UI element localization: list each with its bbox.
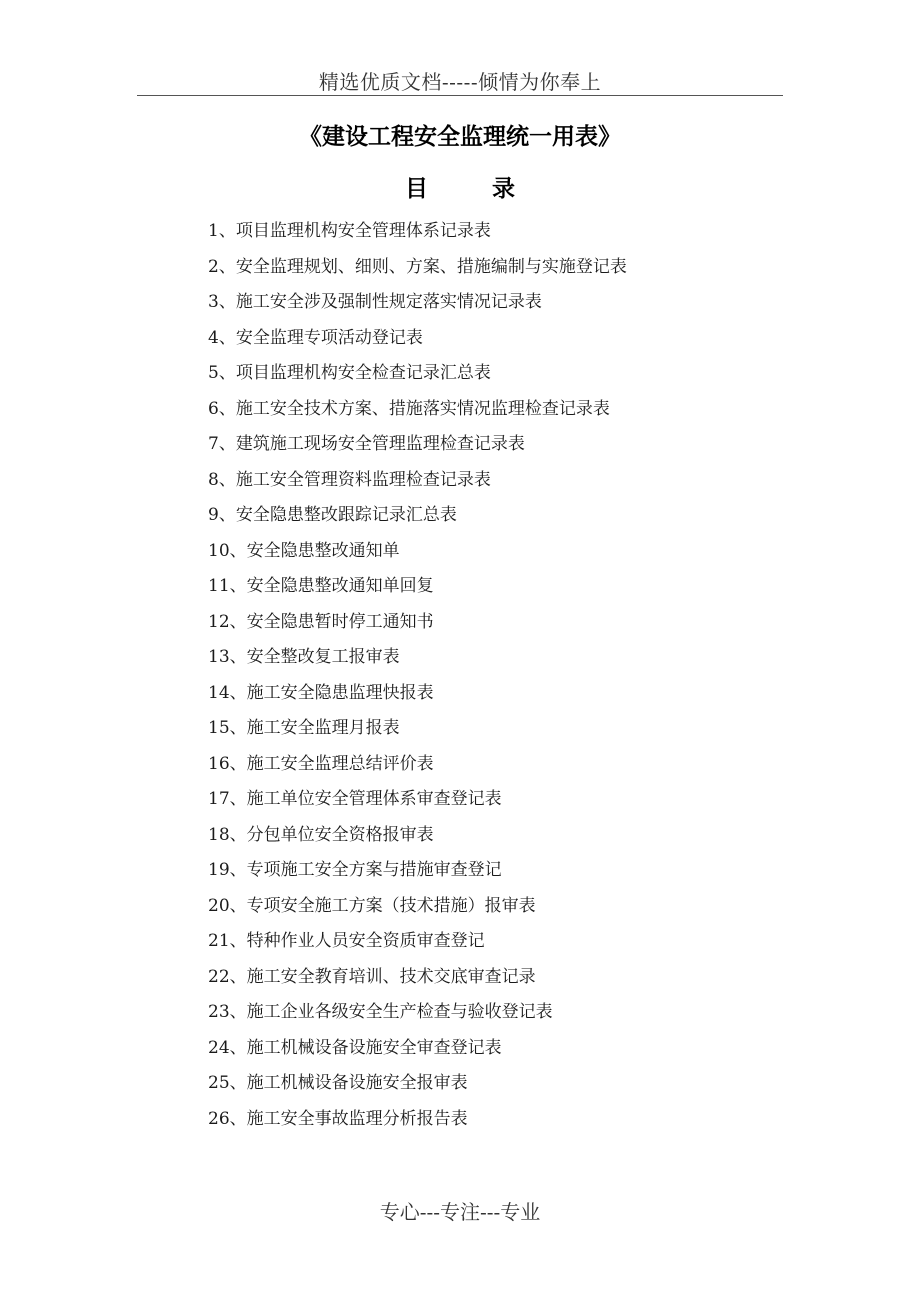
toc-item: 17、施工单位安全管理体系审查登记表 (208, 789, 502, 809)
toc-list (208, 214, 808, 1137)
toc-heading: 目录 (405, 176, 579, 202)
toc-item: 21、特种作业人员安全资质审查登记 (208, 931, 485, 951)
toc-item: 4、安全监理专项活动登记表 (208, 327, 423, 348)
header-divider (137, 95, 783, 96)
toc-item: 5、项目监理机构安全检查记录汇总表 (208, 363, 491, 383)
toc-item: 15、施工安全监理月报表 (208, 718, 400, 738)
toc-item: 6、施工安全技术方案、措施落实情况监理检查记录表 (208, 398, 610, 419)
toc-item: 16、施工安全监理总结评价表 (208, 753, 434, 774)
toc-item: 7、建筑施工现场安全管理监理检查记录表 (208, 434, 525, 454)
toc-item: 20、专项安全施工方案（技术措施）报审表 (208, 895, 536, 916)
toc-item: 13、安全整改复工报审表 (208, 647, 400, 667)
toc-item: 18、分包单位安全资格报审表 (208, 824, 434, 845)
toc-item: 25、施工机械设备设施安全报审表 (208, 1073, 468, 1093)
toc-item: 24、施工机械设备设施安全审查登记表 (208, 1037, 502, 1058)
page-footer: 专心---专注---专业 (379, 1200, 541, 1224)
toc-item: 19、专项施工安全方案与措施审查登记 (208, 860, 502, 880)
toc-item: 3、施工安全涉及强制性规定落实情况记录表 (208, 292, 542, 312)
toc-item: 1、项目监理机构安全管理体系记录表 (208, 221, 491, 241)
toc-item: 26、施工安全事故监理分析报告表 (208, 1108, 468, 1129)
document-title: 《建设工程安全监理统一用表》 (299, 124, 621, 150)
toc-item: 9、安全隐患整改跟踪记录汇总表 (208, 505, 457, 525)
toc-item: 14、施工安全隐患监理快报表 (208, 682, 434, 703)
toc-item: 12、安全隐患暂时停工通知书 (208, 611, 434, 632)
toc-item: 10、安全隐患整改通知单 (208, 540, 400, 561)
toc-item: 11、安全隐患整改通知单回复 (208, 576, 434, 596)
toc-item: 8、施工安全管理资料监理检查记录表 (208, 469, 491, 490)
page-header: 精选优质文档-----倾情为你奉上 (318, 70, 602, 94)
toc-item: 23、施工企业各级安全生产检查与验收登记表 (208, 1002, 553, 1022)
toc-item: 22、施工安全教育培训、技术交底审查记录 (208, 966, 536, 987)
toc-item: 2、安全监理规划、细则、方案、措施编制与实施登记表 (208, 256, 627, 277)
